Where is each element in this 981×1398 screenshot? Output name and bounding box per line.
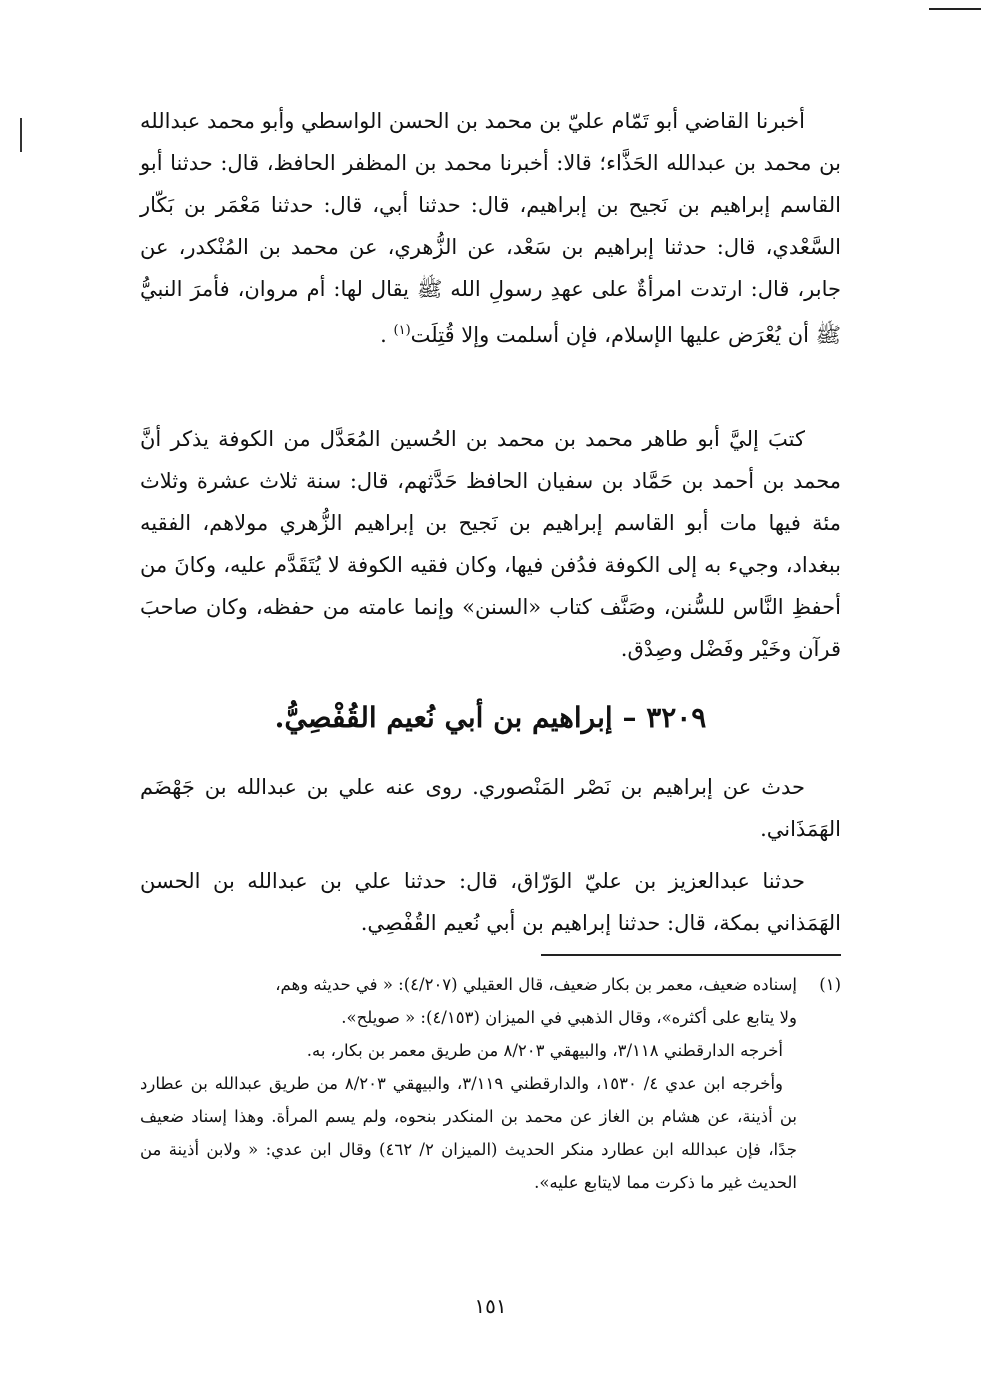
page-number: ١٥١ (474, 1294, 507, 1318)
paragraph-entry-narration: حدث عن إبراهيم بن نَصْر المَنْصوري. روى عنه علي بن عبدالله بن جَهْضَم الهَمَذَاني. (140, 775, 841, 841)
main-text-bottom (140, 766, 841, 944)
footnotes-block (140, 968, 841, 1199)
footnote-1-text-1: إسناده ضعيف، معمر بن بكار ضعيف، قال العقيلي (٤/٢٠٧): « في حديثه وهم، (275, 975, 797, 994)
footnote-1-number: (١) (819, 975, 841, 994)
paragraph-biography-note: كتبَ إليَّ أبو طاهر محمد بن محمد بن الحُسين المُعَدَّل من الكوفة يذكر أنَّ محمد بن أحمد بن حَمَّاد بن سفيان الحافظ حَدَّثهم، قال: سنة ثلاث عشرة وثلاث مئة فيها مات أبو القاسم إبراهيم بن نَجيح بن إبراهيم الزُّهري مولاهم، الفقيه ببغداد، وجيء به إلى الكوفة فدُفن فيها، وكان فقيه الكوفة لا يُتَقَدَّم عليه، وكانَ من أحفظِ النَّاس للسُّنن، وصَنَّف كتاب «السنن» وإنما عامته من حفظه، وكان صاحبَ قرآن وخَيْر وفَضْل وصِدْق. (140, 427, 841, 661)
paragraph-1-end: . (380, 323, 394, 347)
entry-heading: ٣٢٠٩ – إبراهيم بن أبي نُعيم القُفْصِيُّ. (274, 701, 707, 734)
footnote-1-line-2: ولا يتابع على أكثره»، وقال الذهبي في الميزان (٤/١٥٣): « صويلح». (341, 1008, 797, 1027)
footnote-separator (541, 954, 841, 956)
scan-corner-mark (929, 8, 981, 10)
footnote-1-line-3: أخرجه الدارقطني ٣/١١٨، والبيهقي ٨/٢٠٣ من طريق معمر بن بكار، به. (306, 1041, 783, 1060)
scan-margin-mark (20, 118, 22, 152)
main-text-top (140, 100, 841, 356)
paragraph-1-text: أخبرنا القاضي أبو تَمّام عليّ بن محمد بن الحسن الواسطي وأبو محمد عبدالله بن محمد بن عبدالله الحَذَّاء؛ قالا: أخبرنا محمد بن المظفر الحافظ، قال: حدثنا أبو القاسم إبراهيم بن نَجيح بن إبراهيم، قال: حدثنا أبي، قال: حدثنا مَعْمَر بن بَكّار السَّعْدي، قال: حدثنا إبراهيم بن سَعْد، عن الزُّهري، عن محمد بن المُنْكدر، عن جابر، قال: ارتدت امرأةٌ على عهدِ رسولِ الله ﷺ يقال لها: أم مروان، فأمرَ النبيُّ ﷺ أن يُعْرَض عليها الإسلام، فإن أسلمت وإلا قُتِلَت (140, 109, 841, 347)
main-text-middle (140, 418, 841, 670)
footnote-1-line-1 (140, 968, 841, 1001)
footnote-1-line-4: وأخرجه ابن عدي ٤/ ١٥٣٠، والدارقطني ٣/١١٩، والبيهقي ٨/٢٠٣ من طريق عبدالله بن عطارد بن أذينة، عن هشام بن الغاز عن محمد بن المنكدر بنحوه، ولم يسم المرأة. وهذا إسناد ضعيف جدًا، فإن عبدالله ابن عطارد منكر الحديث (الميزان ٢/ ٤٦٢) وقال ابن عدي: « ولابن أذينة من الحديث غير ما ذكرت مما لايتابع عليه». (140, 1074, 797, 1192)
footnote-ref-1[interactable]: (١) (393, 323, 411, 338)
paragraph-entry-chain: حدثنا عبدالعزيز بن عليّ الوَرّاق، قال: حدثنا علي بن عبدالله بن الحسن الهَمَذاني بمكة، قال: حدثنا إبراهيم بن أبي نُعيم القُفْصِي. (140, 869, 841, 935)
paragraph-hadith-tamam (140, 100, 841, 356)
